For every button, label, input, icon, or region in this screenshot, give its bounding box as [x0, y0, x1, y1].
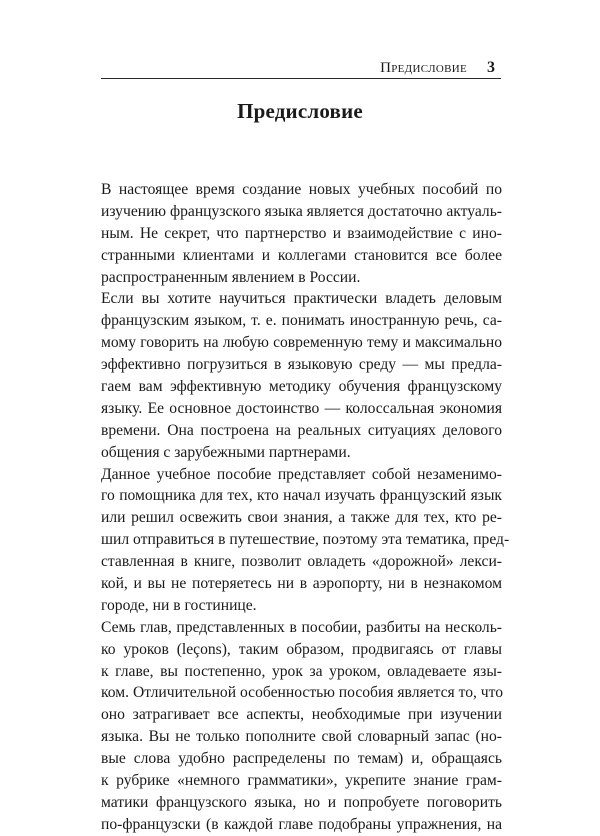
text-line: Если вы хотите научиться практически владеть деловым — [101, 290, 502, 308]
page-number: 3 — [487, 59, 495, 76]
header-rule — [101, 78, 501, 79]
text-line: странными клиентами и коллегами становится все более — [101, 246, 502, 264]
text-line: эффективно погрузиться в языковую среду — мы предла- — [101, 356, 502, 374]
text-line: шил отправиться в путешествие, поэтому эта тематика, пред- — [101, 531, 510, 549]
text-line: В настоящее время создание новых учебных пособий по — [101, 181, 502, 198]
text-line: гаем вам эффективную методику обучения французскому — [101, 378, 502, 396]
text-line: оно затрагивает все аспекты, необходимые при изучении — [101, 706, 502, 724]
text-line: языка. Вы не только пополните свой словарный запас (но- — [101, 728, 502, 746]
text-line: времени. Она построена на реальных ситуациях делового — [101, 421, 502, 439]
running-head — [101, 59, 501, 79]
text-line: общения с зарубежными партнерами. — [101, 443, 351, 461]
text-line: изучению французского языка является достаточно актуаль- — [101, 202, 502, 220]
text-line: вые слова удобно распределены по темам) и, обращаясь — [101, 750, 502, 768]
text-line: ным. Не секрет, что партнерство и взаимодействие с ино- — [101, 224, 502, 242]
running-title: Предисловие — [380, 60, 467, 76]
text-line: французским языком, т. е. понимать иностранную речь, са- — [101, 312, 502, 330]
text-line: мому говорить на любую современную тему и максимально — [101, 334, 502, 352]
body-text — [101, 179, 510, 836]
text-line: к главе, вы постепенно, урок за уроком, овладеваете язы- — [101, 662, 502, 680]
text-line: ставленная в книге, позволит овладеть «дорожной» лекси- — [101, 553, 502, 571]
text-line: к рубрике «немного грамматики», укрепите знание грам- — [101, 772, 502, 790]
text-line: распространенным явлением в России. — [101, 268, 361, 286]
text-line: городе, ни в гостинице. — [101, 596, 257, 614]
text-line: го помощника для тех, кто начал изучать французский язык — [101, 487, 502, 505]
page-title: Предисловие — [237, 99, 363, 123]
text-line: Данное учебное пособие представляет собой незаменимо- — [101, 465, 502, 483]
text-line: Семь глав, представленных в пособии, разбиты на несколь- — [101, 618, 502, 636]
text-line: по-французски (в каждой главе подобраны упражнения, на — [101, 815, 502, 833]
text-line: или решил освежить свои знания, а также для тех, кто ре- — [101, 509, 502, 527]
text-line: матики французского языка, но и попробуете поговорить — [101, 793, 502, 811]
text-line: ко уроков (leçons), таким образом, продвигаясь от главы — [101, 640, 502, 658]
text-line: языку. Ее основное достоинство — колоссальная экономия — [101, 399, 502, 417]
text-line: кой, и вы не потеряетесь ни в аэропорту, ни в незнакомом — [101, 575, 502, 593]
text-line: ком. Отличительной особенностью пособия является то, что — [101, 684, 504, 702]
